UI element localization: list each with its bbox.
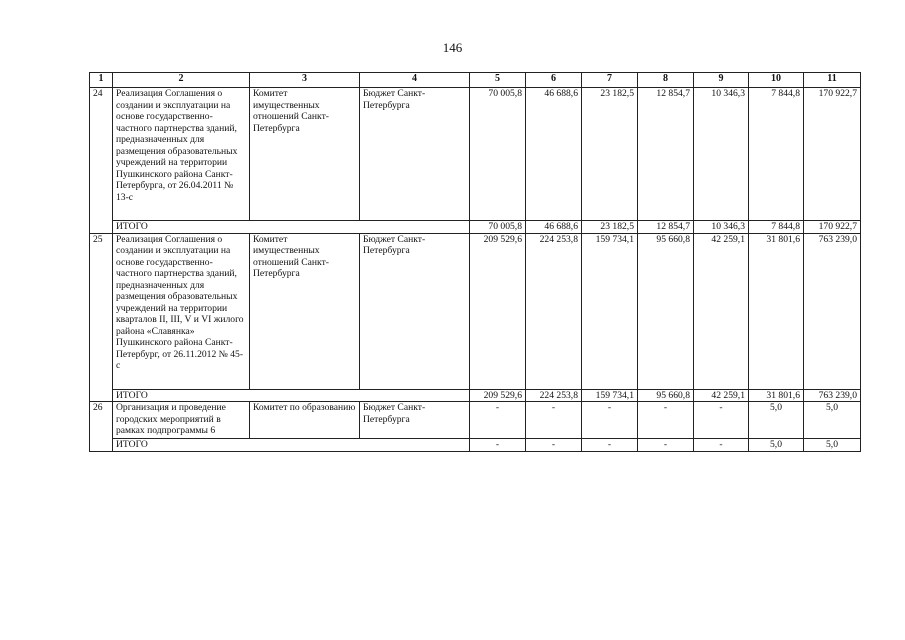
total-cell: 46 688,6 xyxy=(526,221,582,234)
row-number: 25 xyxy=(90,233,113,402)
executor: Комитет имущественных отношений Санкт-Петербурга xyxy=(250,88,360,221)
total-cell: 170 922,7 xyxy=(804,221,861,234)
value-cell: - xyxy=(526,402,582,439)
total-cell: 224 253,8 xyxy=(526,389,582,402)
row-number: 24 xyxy=(90,88,113,234)
column-header: 1 xyxy=(90,73,113,88)
column-header: 7 xyxy=(582,73,638,88)
column-header: 6 xyxy=(526,73,582,88)
total-cell: 31 801,6 xyxy=(749,389,804,402)
page-number: 146 xyxy=(442,40,463,55)
total-cell: 23 182,5 xyxy=(582,221,638,234)
table-row xyxy=(90,88,861,221)
total-row xyxy=(90,221,861,234)
value-cell: 42 259,1 xyxy=(694,233,749,389)
total-label: ИТОГО xyxy=(113,439,470,452)
value-cell: 5,0 xyxy=(804,402,861,439)
total-cell: 95 660,8 xyxy=(638,389,694,402)
column-header: 2 xyxy=(113,73,250,88)
total-label: ИТОГО xyxy=(113,389,470,402)
measure-name: Организация и проведение городских мероприятий в рамках подпрограммы 6 xyxy=(113,402,250,439)
value-cell: 95 660,8 xyxy=(638,233,694,389)
column-header: 5 xyxy=(470,73,526,88)
column-header: 4 xyxy=(360,73,470,88)
column-header: 3 xyxy=(250,73,360,88)
value-cell: 763 239,0 xyxy=(804,233,861,389)
total-cell: 42 259,1 xyxy=(694,389,749,402)
total-cell: 10 346,3 xyxy=(694,221,749,234)
total-cell: 12 854,7 xyxy=(638,221,694,234)
value-cell: 224 253,8 xyxy=(526,233,582,389)
funding-source: Бюджет Санкт-Петербурга xyxy=(360,402,470,439)
total-cell: 5,0 xyxy=(804,439,861,452)
value-cell: 5,0 xyxy=(749,402,804,439)
table-row xyxy=(90,233,861,389)
value-cell: 31 801,6 xyxy=(749,233,804,389)
row-number: 26 xyxy=(90,402,113,452)
executor: Комитет по образованию xyxy=(250,402,360,439)
total-cell: 763 239,0 xyxy=(804,389,861,402)
total-cell: 7 844,8 xyxy=(749,221,804,234)
value-cell: 209 529,6 xyxy=(470,233,526,389)
funding-source: Бюджет Санкт-Петербурга xyxy=(360,233,470,389)
total-row xyxy=(90,439,861,452)
executor: Комитет имущественных отношений Санкт-Петербурга xyxy=(250,233,360,389)
value-cell: 159 734,1 xyxy=(582,233,638,389)
value-cell: - xyxy=(694,402,749,439)
value-cell: 46 688,6 xyxy=(526,88,582,221)
column-header: 9 xyxy=(694,73,749,88)
total-row xyxy=(90,389,861,402)
total-cell: - xyxy=(470,439,526,452)
measure-name: Реализация Соглашения о создании и эксплуатации на основе государственно-частного партнерства зданий, предназначенных для размещения образовательных учреждений на территории Пушкинского района Санкт-Петербурга, от 26.04.2011 № 13-с xyxy=(113,88,250,221)
total-cell: 70 005,8 xyxy=(470,221,526,234)
column-header: 8 xyxy=(638,73,694,88)
value-cell: 7 844,8 xyxy=(749,88,804,221)
column-header: 10 xyxy=(749,73,804,88)
measure-name: Реализация Соглашения о создании и эксплуатации на основе государственно-частного партнерства зданий, предназначенных для размещения образовательных учреждений на территории кварталов II, III, V и VI жилого района «Славянка» Пушкинского района Санкт-Петербург, от 26.11.2012 № 45-с xyxy=(113,233,250,389)
value-cell: 12 854,7 xyxy=(638,88,694,221)
value-cell: 23 182,5 xyxy=(582,88,638,221)
total-cell: 159 734,1 xyxy=(582,389,638,402)
funding-source: Бюджет Санкт-Петербурга xyxy=(360,88,470,221)
value-cell: - xyxy=(582,402,638,439)
total-cell: 5,0 xyxy=(749,439,804,452)
value-cell: 70 005,8 xyxy=(470,88,526,221)
total-cell: - xyxy=(526,439,582,452)
total-cell: - xyxy=(694,439,749,452)
total-cell: 209 529,6 xyxy=(470,389,526,402)
column-header: 11 xyxy=(804,73,861,88)
header-row xyxy=(90,73,861,88)
table-row xyxy=(90,402,861,439)
budget-table xyxy=(89,72,861,452)
value-cell: - xyxy=(470,402,526,439)
value-cell: - xyxy=(638,402,694,439)
value-cell: 10 346,3 xyxy=(694,88,749,221)
total-cell: - xyxy=(638,439,694,452)
total-cell: - xyxy=(582,439,638,452)
value-cell: 170 922,7 xyxy=(804,88,861,221)
total-label: ИТОГО xyxy=(113,221,470,234)
